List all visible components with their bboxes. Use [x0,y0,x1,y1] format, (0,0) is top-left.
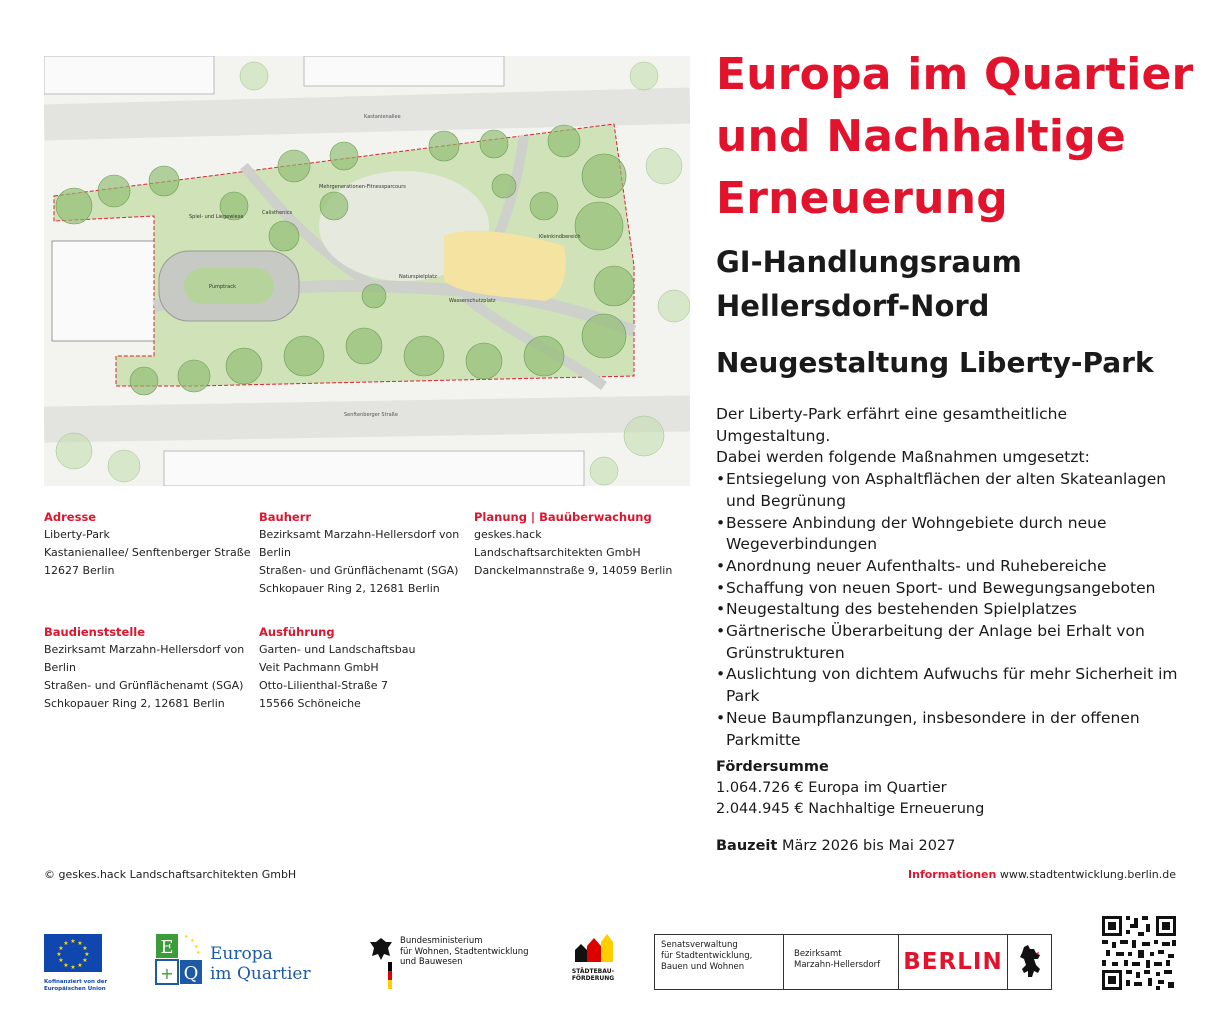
info-label: Bauherr [259,510,312,524]
info-line: 15566 Schöneiche [259,697,361,710]
eiq-text-1: Europa [210,944,273,964]
svg-text:★: ★ [184,934,189,940]
info-planung [474,509,694,580]
info-footer-url[interactable]: www.stadtentwicklung.berlin.de [999,868,1176,881]
info-label: Baudienststelle [44,625,146,639]
project-title: Neugestaltung Liberty-Park [716,346,1154,379]
info-line: Liberty-Park [44,528,110,541]
info-line-footer [880,868,1176,881]
eiq-text-2: im Quartier [210,964,311,984]
houses-icon [571,932,615,964]
measures-list [716,469,1186,751]
funding-line-1: 1.064.726 € Europa im Quartier [716,780,947,796]
bauzeit-value: März 2026 bis Mai 2027 [781,838,956,854]
bauzeit-label: Bauzeit [716,838,778,854]
info-ausfuehrung [259,624,469,713]
info-line: geskes.hack [474,528,542,541]
map-label-calisthenics: Calisthenics [262,210,293,216]
measure-item: • Anordnung neuer Aufenthalts- und Ruhebereiche [716,556,1186,578]
description [716,404,1186,751]
map-label-klein: Kleinkindbereich [539,234,581,240]
measure-item: • Neue Baumpflanzungen, insbesondere in der offenen Parkmitte [716,708,1186,751]
info-line: Danckelmannstraße 9, 14059 Berlin [474,564,673,577]
funding-label: Fördersumme [716,759,829,775]
info-label: Planung | Bauüberwachung [474,510,652,524]
senate-line-3: Bauen und Wohnen [661,962,745,972]
info-line: Bezirksamt Marzahn-Hellersdorf von [259,528,460,541]
berlin-wordmark: BERLIN [903,949,1003,975]
measure-item: • Auslichtung von dichtem Aufwuchs für mehr Sicherheit im Park [716,664,1186,707]
title-line-3: Erneuerung [716,173,1008,224]
map-label-natur: Naturspielplatz [399,274,437,280]
svg-text:★: ★ [82,945,88,952]
eiq-logo [154,930,334,990]
bmwsb-line-3: und Bauwesen [400,957,463,967]
info-line: Schkopauer Ring 2, 12681 Berlin [44,697,225,710]
info-baudienststelle [44,624,254,713]
info-line: Otto-Lilienthal-Straße 7 [259,679,389,692]
berlin-authorities-logo [654,934,1052,990]
info-line: Bezirksamt Marzahn-Hellersdorf von [44,643,245,656]
svg-text:+: + [160,964,174,983]
senate-line-1: Senatsverwaltung [661,940,738,950]
svg-text:★: ★ [58,957,64,964]
map-label-street-top: Kastanienallee [364,114,401,120]
bmwsb-line-2: für Wohnen, Stadtentwicklung [400,946,529,957]
info-line: Kastanienallee/ Senftenberger Straße [44,546,251,559]
qr-code[interactable] [1102,916,1176,990]
info-line: Berlin [44,661,76,674]
staedtebau-line-2: FÖRDERUNG [571,975,615,982]
description-intro-2: Dabei werden folgende Maßnahmen umgesetzt: [716,448,1090,467]
info-adresse [44,509,254,580]
site-plan-map [44,56,690,486]
info-label: Adresse [44,510,97,524]
berlin-wordmark-block [899,935,1008,989]
title-red [716,44,1216,230]
bmwsb-logo [368,934,538,992]
site-plan-drawing [44,56,690,486]
subtitle-line-2: Hellersdorf-Nord [716,289,990,323]
eu-caption: Kofinanziert von der Europäischen Union [44,979,108,992]
measure-item: • Neugestaltung des bestehenden Spielplatzes [716,599,1186,621]
district-line-1: Bezirksamt [794,949,842,959]
svg-text:★: ★ [70,964,76,971]
info-line: Straßen- und Grünflächenamt (SGA) [259,564,459,577]
svg-text:Q: Q [183,963,199,984]
svg-text:★: ★ [196,950,201,956]
map-label-wasser: Wasserschutzplatz [449,298,496,304]
eiq-text [210,944,311,984]
svg-text:E: E [160,937,174,958]
svg-text:★: ★ [190,938,195,944]
svg-text:★: ★ [84,951,90,958]
map-label-street-bottom: Senftenberger Straße [344,412,398,418]
staedtebau-logo [563,932,623,990]
copyright: © geskes.hack Landschaftsarchitekten GmbH [44,868,297,881]
svg-text:★: ★ [77,940,83,947]
svg-text:★: ★ [194,944,199,950]
qr-code-icon [1102,916,1176,990]
federal-eagle-icon [368,934,394,990]
svg-text:★: ★ [58,945,64,952]
berlin-bear-block [1008,935,1051,989]
svg-text:★: ★ [63,940,69,947]
info-line: 12627 Berlin [44,564,115,577]
funding-block [716,757,1186,820]
subtitle-block [716,240,1216,328]
senate-line-2: für Stadtentwicklung, [661,951,753,961]
eiq-mark-icon [154,930,204,988]
svg-text:★: ★ [70,938,76,945]
staedtebau-line-1: STÄDTEBAU- [571,968,615,975]
bmwsb-line-1: Bundesministerium [400,936,483,946]
info-bauherr [259,509,469,598]
measure-item: • Entsiegelung von Asphaltflächen der alten Skateanlagen und Begrünung [716,469,1186,512]
berlin-bear-icon [1016,943,1044,981]
construction-period [716,836,1186,857]
info-line: Veit Pachmann GmbH [259,661,379,674]
info-label: Ausführung [259,625,335,639]
measure-item: • Gärtnerische Überarbeitung der Anlage bei Erhalt von Grünstrukturen [716,621,1186,664]
svg-text:★: ★ [82,957,88,964]
district-line-2: Marzahn-Hellersdorf [794,960,881,970]
measure-item: • Schaffung von neuen Sport- und Bewegungsangeboten [716,578,1186,600]
info-line: Straßen- und Grünflächenamt (SGA) [44,679,244,692]
subtitle-line-1: GI-Handlungsraum [716,245,1022,279]
map-label-pumptrack: Pumptrack [209,284,236,290]
eu-flag-icon [44,934,102,972]
svg-text:★: ★ [63,962,69,969]
info-line: Landschaftsarchitekten GmbH [474,546,641,559]
district-block [784,935,899,989]
staedtebau-text [563,968,623,982]
senate-block [655,935,784,989]
svg-text:★: ★ [77,962,83,969]
info-line: Garten- und Landschaftsbau [259,643,416,656]
bmwsb-text [400,936,529,968]
info-line: Schkopauer Ring 2, 12681 Berlin [259,582,440,595]
description-intro-1: Der Liberty-Park erfährt eine gesamtheitliche Umgestaltung. [716,405,1068,445]
info-line: Berlin [259,546,291,559]
measure-item: • Bessere Anbindung der Wohngebiete durch neue Wegeverbindungen [716,513,1186,556]
info-footer-label: Informationen [908,868,997,881]
map-label-fitness: Mehrgenerationen-Fitnessparcours [319,184,406,190]
map-label-spiel: Spiel- und Liegewiese [189,214,244,220]
funding-line-2: 2.044.945 € Nachhaltige Erneuerung [716,801,985,817]
eu-logo [44,934,116,993]
title-line-2: und Nachhaltige [716,111,1126,162]
title-line-1: Europa im Quartier [716,49,1194,100]
svg-text:★: ★ [56,951,62,958]
